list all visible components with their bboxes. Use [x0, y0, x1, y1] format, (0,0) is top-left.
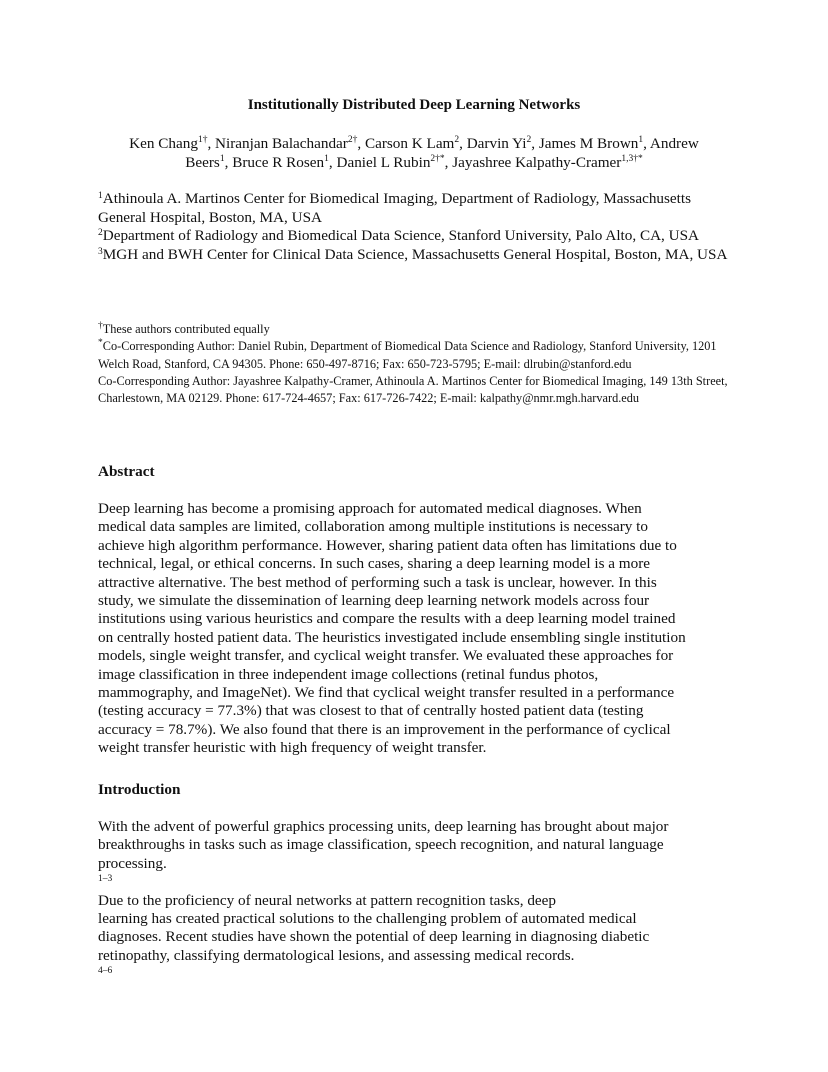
author-name: Jayashree Kalpathy-Cramer [452, 154, 622, 171]
abstract-line: mammography, and ImageNet). We find that cyclical weight transfer resulted in a performance [98, 684, 675, 702]
author-affiliation-mark: 1 [638, 135, 644, 145]
footnote-text: Co-Corresponding Author: Jayashree Kalpathy-Cramer, Athinoula A. Martinos Center for Biomedical Imaging, 149 13th Street, Charlestown, MA 02129. Phone: 617-724-4657; Fax: 617-726-7422; E-mail: kalpathy@nmr.mgh.harvard.edu [98, 373, 728, 406]
author-affiliation-mark: 2 [454, 135, 460, 145]
author-name: Daniel L Rubin [336, 154, 431, 171]
introduction-text: retinopathy, classifying dermatological lesions, and assessing medical records. [98, 946, 575, 964]
abstract-line: weight transfer heuristic with high frequency of weight transfer. [98, 739, 487, 757]
author-name: Ken Chang [129, 135, 198, 152]
author-name: Niranjan Balachandar [215, 135, 348, 152]
abstract-line: image classification in three independent image collections (retinal fundus photos, [98, 665, 599, 683]
introduction-line [98, 855, 730, 910]
affiliation-text: Athinoula A. Martinos Center for Biomedical Imaging, Department of Radiology, Massachusetts General Hospital, Boston, MA, USA [98, 190, 692, 226]
abstract-line: models, single weight transfer, and cyclical weight transfer. We evaluated these approaches for [98, 647, 674, 665]
affiliation-number: 1 [98, 191, 103, 201]
affiliation-item [98, 227, 730, 246]
affiliation-number: 2 [98, 228, 103, 239]
abstract-line: study, we simulate the dissemination of learning deep learning network models across four [98, 592, 650, 610]
abstract-line: institutions using various heuristics and compare the results with a deep learning model trained [98, 610, 676, 628]
abstract-line: (testing accuracy = 77.3%) that was closest to that of centrally hosted patient data (testing [98, 702, 644, 720]
introduction-text: breakthroughs in tasks such as image classification, speech recognition, and natural language [98, 836, 664, 854]
affiliation-item [98, 246, 730, 265]
introduction-heading: Introduction [98, 781, 181, 798]
introduction-text: learning has created practical solutions to the challenging problem of automated medical [98, 910, 637, 928]
introduction-line [98, 928, 730, 946]
author-list [98, 134, 730, 172]
introduction-line [98, 836, 730, 854]
abstract-line: medical data samples are limited, collaboration among multiple institutions is necessary to [98, 518, 648, 536]
abstract-paragraph [98, 500, 730, 758]
affiliation-list [98, 190, 730, 265]
introduction-text: processing. [98, 854, 167, 872]
author-affiliation-mark: 2 [526, 135, 532, 145]
author-line: Beers$^1$, Bruce R Rosen$^1$, Daniel L Rubin$^{2\dagger*}$, Jayashree Kalpathy-Cramer$^{1,3\dagger*}$ [185, 154, 643, 171]
author-name: James M Brown [538, 135, 639, 152]
author-affiliation-mark: 1,3†* [621, 154, 643, 164]
abstract-line: achieve high algorithm performance. However, sharing patient data often has limitations due to [98, 536, 677, 554]
introduction-line [98, 910, 730, 928]
footnote-item [98, 338, 738, 373]
affiliation-number: 3 [98, 247, 103, 258]
author-affiliation-mark: 2†* [430, 154, 445, 164]
author-name: Darvin Yi [466, 135, 527, 152]
paper-title: Institutionally Distributed Deep Learning Networks [247, 97, 581, 113]
introduction-line [98, 947, 730, 984]
author-name-part: Beers [185, 154, 220, 171]
footnote-text: These authors contributed equally [102, 322, 270, 336]
footnote-mark: * [98, 338, 103, 349]
introduction-paragraph [98, 818, 730, 984]
abstract-line: accuracy = 78.7%). We also found that there is an improvement in the performance of cyclical [98, 720, 671, 738]
author-line: Ken Chang$^{1\dagger}$, Niranjan Balachandar$^{2\dagger}$, Carson K Lam$^2$, Darvin Yi$^2$, James M Brown$^1$, Andrew [129, 135, 699, 152]
abstract-line: attractive alternative. The best method of performing such a task is unclear, however. In this [98, 573, 657, 591]
citation-mark: 4–6 [98, 966, 113, 977]
introduction-text: Due to the proficiency of neural networks at pattern recognition tasks, deep [98, 891, 556, 909]
abstract-line: on centrally hosted patient data. The heuristics investigated include ensembling single institution [98, 628, 686, 646]
affiliation-item [98, 190, 730, 227]
introduction-text: With the advent of powerful graphics processing units, deep learning has brought about major [98, 818, 669, 835]
citation-mark: 1–3 [98, 874, 113, 885]
author-affiliation-mark: 1† [197, 135, 208, 145]
introduction-text: diagnoses. Recent studies have shown the potential of deep learning in diagnosing diabetic [98, 928, 650, 946]
author-name-part: Andrew [649, 135, 699, 152]
author-affiliation-mark: 2† [347, 135, 358, 145]
author-affiliation-mark: 1 [324, 154, 329, 164]
abstract-heading: Abstract [98, 463, 155, 480]
author-name: Bruce R Rosen [232, 154, 325, 171]
footnote-item [98, 321, 738, 338]
introduction-line [98, 818, 730, 836]
affiliation-text: MGH and BWH Center for Clinical Data Science, Massachusetts General Hospital, Boston, MA, USA [102, 246, 728, 264]
affiliation-text: Department of Radiology and Biomedical Data Science, Stanford University, Palo Alto, CA, USA [102, 227, 700, 245]
footnote-text: Co-Corresponding Author: Daniel Rubin, Department of Biomedical Data Science and Radiology, Stanford University, 1201 Welch Road, Stanford, CA 94305. Phone: 650-497-8716; Fax: 650-723-5795; E-mail: dlrubin@stanford.edu [98, 339, 717, 371]
author-affiliation-mark: 1 [219, 154, 225, 164]
author-name: Carson K Lam [364, 135, 455, 152]
footnote-list [98, 321, 738, 407]
footnote-item [98, 373, 738, 408]
footnote-mark: † [98, 321, 103, 331]
abstract-line: Deep learning has become a promising approach for automated medical diagnoses. When [98, 500, 642, 517]
abstract-line: technical, legal, or ethical concerns. In such cases, sharing a deep learning model is a more [98, 555, 651, 573]
